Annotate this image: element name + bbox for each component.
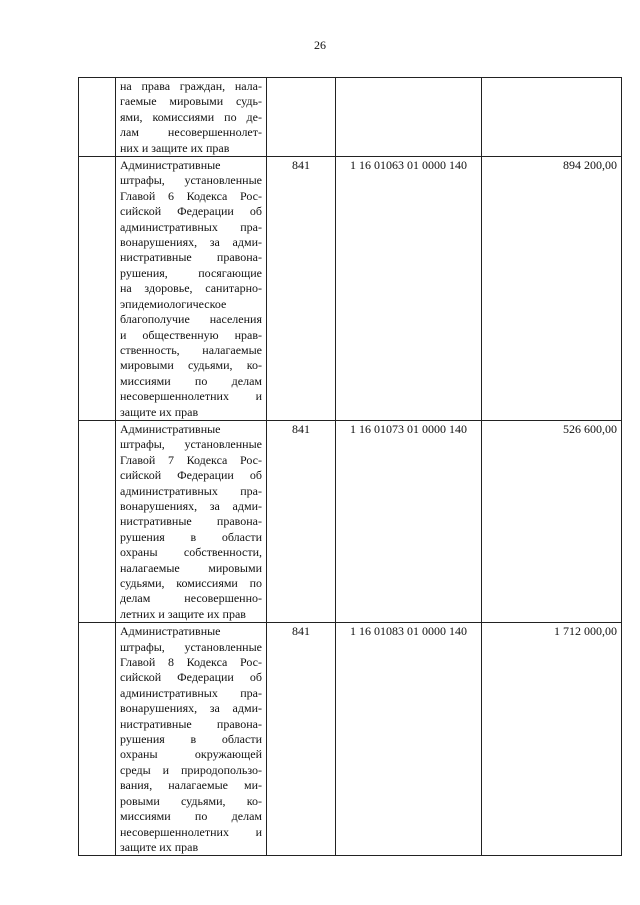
budget-classification-code-cell: 1 16 01083 01 0000 140 bbox=[336, 623, 482, 856]
revenue-name-line: штрафы, установленные bbox=[120, 437, 262, 452]
revenue-name-line: защите их прав bbox=[120, 404, 199, 419]
revenue-name-line: них и защите их прав bbox=[120, 140, 230, 155]
amount-cell: 526 600,00 bbox=[482, 420, 622, 622]
revenue-name-line: вания, налагаемые ми- bbox=[120, 778, 262, 793]
revenue-name-line: несовершеннолетних и bbox=[120, 824, 262, 839]
revenue-name-line: делам несовершенно- bbox=[120, 591, 262, 606]
amount-cell: 1 712 000,00 bbox=[482, 623, 622, 856]
revenue-name-line: рушения в области bbox=[120, 732, 262, 747]
revenue-name-line: вонарушениях, за адми- bbox=[120, 701, 262, 716]
revenue-name-line: нистративные правона- bbox=[120, 250, 262, 265]
revenue-name-line: мировыми судьями, ко- bbox=[120, 358, 262, 373]
revenue-name-line: на права граждан, нала- bbox=[120, 79, 262, 93]
row-number-cell bbox=[79, 157, 116, 421]
revenue-name-line: на здоровье, санитарно- bbox=[120, 281, 262, 296]
revenue-name-line: гаемые мировыми судь- bbox=[120, 94, 262, 109]
revenue-name-line: защите их прав bbox=[120, 839, 199, 854]
budget-classification-code-cell bbox=[336, 78, 482, 157]
revenue-name-line: Административные bbox=[120, 624, 221, 639]
revenue-name-line: среды и природопользо- bbox=[120, 762, 262, 777]
revenue-name-line: вонарушениях, за адми- bbox=[120, 498, 262, 513]
revenue-name-line: административных пра- bbox=[120, 483, 262, 498]
revenue-name-line: ровыми судьями, ко- bbox=[120, 793, 262, 808]
revenue-name-line: нистративные правона- bbox=[120, 716, 262, 731]
budget-classification-code-cell: 1 16 01063 01 0000 140 bbox=[336, 157, 482, 421]
amount-cell bbox=[482, 78, 622, 157]
budget-revenue-table bbox=[78, 77, 622, 856]
revenue-name-line: административных пра- bbox=[120, 685, 262, 700]
revenue-name-line: судьями, комиссиями по bbox=[120, 576, 262, 590]
table-row bbox=[79, 623, 622, 856]
revenue-name-cell bbox=[116, 78, 267, 157]
revenue-name-line: административных пра- bbox=[120, 219, 262, 234]
row-number-cell bbox=[79, 420, 116, 622]
table-row bbox=[79, 157, 622, 421]
revenue-name-line: рушения, посягающие bbox=[120, 265, 262, 280]
revenue-name-line: летних и защите их прав bbox=[120, 606, 246, 621]
table-body bbox=[79, 78, 622, 856]
revenue-name-line: Административные bbox=[120, 158, 221, 173]
revenue-name-line: ственность, налагаемые bbox=[120, 342, 262, 357]
revenue-name-line: несовершеннолетних и bbox=[120, 389, 262, 404]
revenue-name-line: охраны собственности, bbox=[120, 545, 262, 560]
row-number-cell bbox=[79, 78, 116, 157]
page-number: 26 bbox=[314, 38, 326, 52]
revenue-name-line: охраны окружающей bbox=[120, 747, 262, 762]
revenue-name-line: эпидемиологическое bbox=[120, 296, 227, 311]
amount-cell: 894 200,00 bbox=[482, 157, 622, 421]
admin-code-cell bbox=[267, 78, 336, 157]
revenue-name-line: благополучие населения bbox=[120, 312, 262, 327]
admin-code-cell: 841 bbox=[267, 157, 336, 421]
revenue-name-line: ями, комиссиями по де- bbox=[120, 109, 262, 124]
revenue-name-line: и общественную нрав- bbox=[120, 327, 262, 342]
admin-code-cell: 841 bbox=[267, 420, 336, 622]
revenue-name-cell bbox=[116, 157, 267, 421]
revenue-name-line: нистративные правона- bbox=[120, 514, 262, 529]
table-row bbox=[79, 420, 622, 622]
revenue-name-line: Главой 6 Кодекса Рос- bbox=[120, 188, 262, 203]
revenue-name-line: Главой 8 Кодекса Рос- bbox=[120, 655, 262, 670]
revenue-name-line: штрафы, установленные bbox=[120, 173, 262, 188]
revenue-name-line: вонарушениях, за адми- bbox=[120, 235, 262, 250]
revenue-name-cell bbox=[116, 420, 267, 622]
revenue-name-line: штрафы, установленные bbox=[120, 639, 262, 654]
revenue-name-line: сийской Федерации об bbox=[120, 204, 262, 219]
admin-code-cell: 841 bbox=[267, 623, 336, 856]
revenue-name-line: Главой 7 Кодекса Рос- bbox=[120, 452, 262, 467]
revenue-name-line: миссиями по делам bbox=[120, 373, 262, 388]
revenue-name-line: налагаемые мировыми bbox=[120, 560, 262, 575]
budget-classification-code-cell: 1 16 01073 01 0000 140 bbox=[336, 420, 482, 622]
revenue-name-line: сийской Федерации об bbox=[120, 468, 262, 483]
revenue-name-line: лам несовершеннолет- bbox=[120, 125, 262, 140]
revenue-name-line: Административные bbox=[120, 421, 221, 436]
revenue-name-line: сийской Федерации об bbox=[120, 670, 262, 685]
revenue-name-cell bbox=[116, 623, 267, 856]
table-row bbox=[79, 78, 622, 157]
row-number-cell bbox=[79, 623, 116, 856]
revenue-name-line: миссиями по делам bbox=[120, 809, 262, 824]
revenue-name-line: рушения в области bbox=[120, 529, 262, 544]
